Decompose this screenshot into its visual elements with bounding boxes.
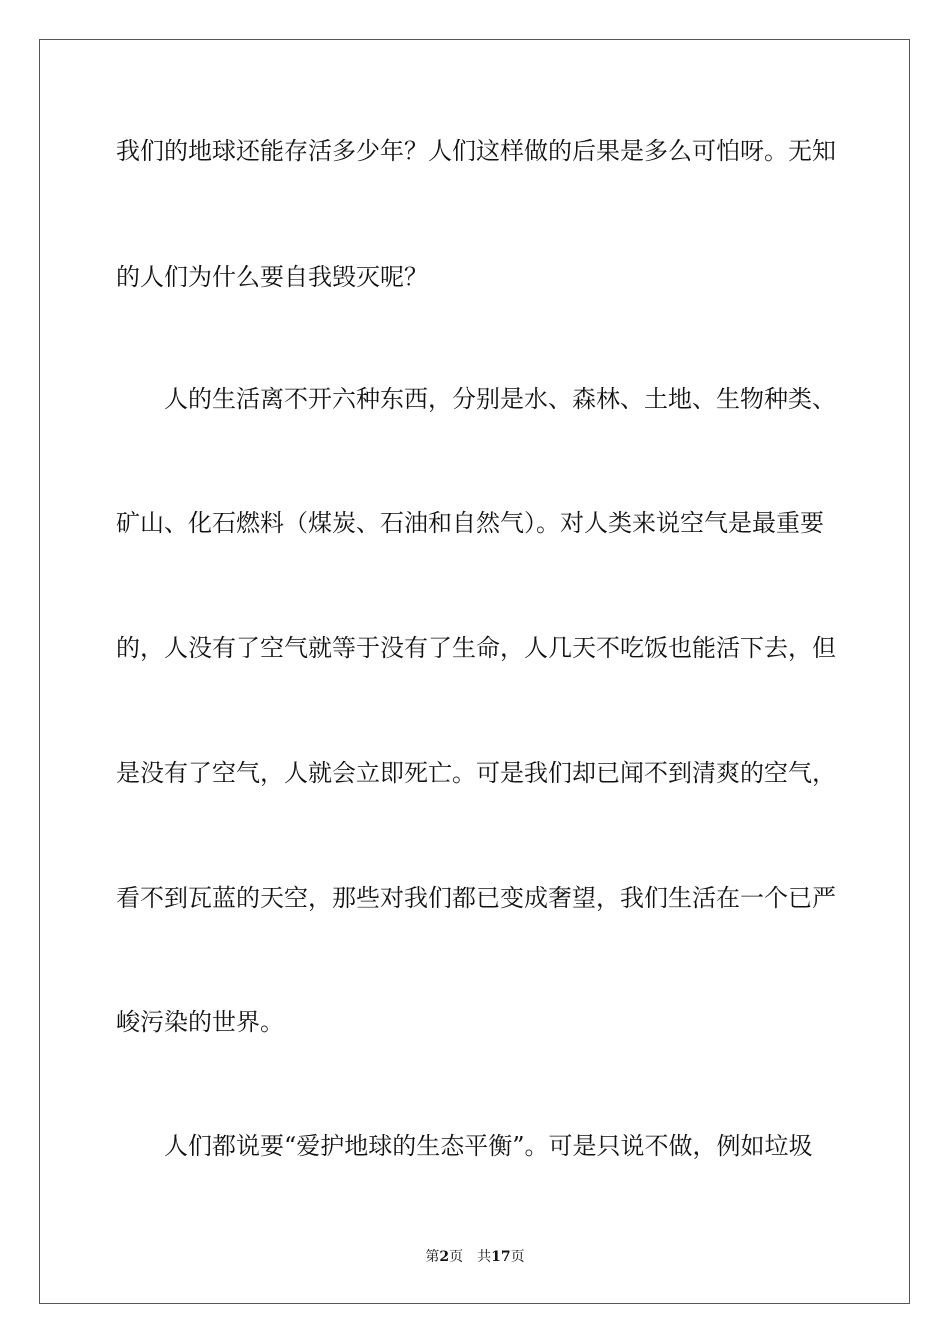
page-suffix: 页 — [449, 1249, 464, 1265]
body-line-4: 矿山、化石燃料（煤炭、石油和自然气）。对人类来说空气是最重要 — [116, 509, 824, 537]
total-prefix: 共 — [477, 1249, 492, 1265]
total-pages: 17 — [491, 1249, 511, 1265]
page-prefix: 第 — [425, 1249, 440, 1265]
body-line-1: 我们的地球还能存活多少年？人们这样做的后果是多么可怕呀。无知 — [116, 137, 836, 165]
page-frame — [39, 39, 910, 1304]
total-suffix: 页 — [510, 1249, 525, 1265]
body-line-6: 是没有了空气，人就会立即死亡。可是我们却已闻不到清爽的空气， — [116, 759, 836, 787]
body-line-5: 的，人没有了空气就等于没有了生命，人几天不吃饭也能活下去，但 — [116, 634, 836, 662]
body-line-2: 的人们为什么要自我毁灭呢？ — [116, 263, 428, 291]
page-footer — [0, 1248, 950, 1266]
body-line-3: 人的生活离不开六种东西，分别是水、森林、土地、生物种类、 — [116, 385, 836, 413]
body-line-9: 人们都说要“爱护地球的生态平衡”。可是只说不做，例如垃圾 — [116, 1132, 813, 1160]
body-line-8: 峻污染的世界。 — [116, 1008, 284, 1036]
page-number: 2 — [439, 1249, 450, 1265]
body-line-7: 看不到瓦蓝的天空，那些对我们都已变成奢望，我们生活在一个已严 — [116, 884, 836, 912]
